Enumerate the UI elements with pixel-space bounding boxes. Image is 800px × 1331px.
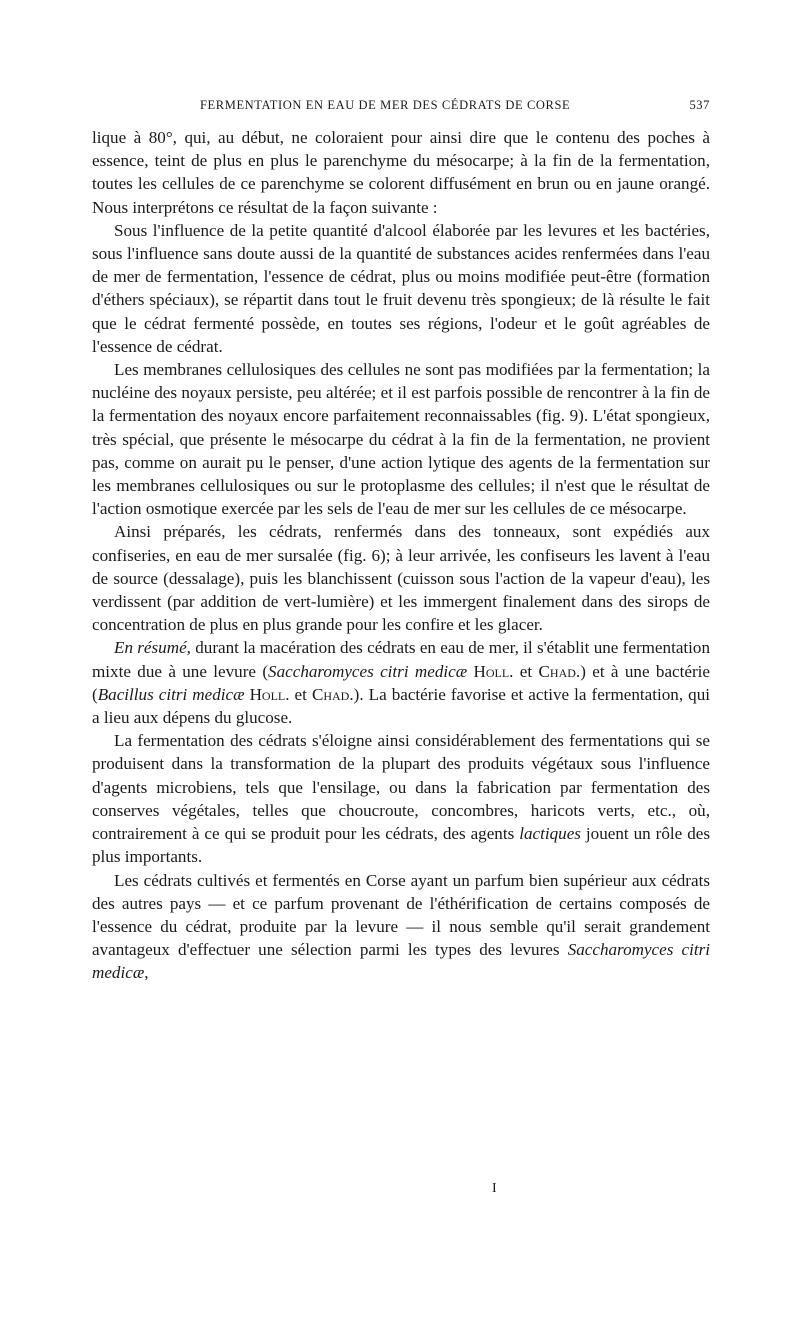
small-caps-run: Holl.: [473, 661, 514, 681]
text-run: Les membranes cellulosiques des cellules ne sont pas modifiées par la fermentation; la nucléine des noyaux persiste, peu altérée; et il est parfois possible de rencontrer à la fin de la fermentation des noyaux encore parfaitement reconnaissables (fig. 9). L'état spongieux, très spécial, que présente le mésocarpe du cédrat à la fin de la fermentation, ne provient pas, comme on aurait pu le penser, d'une action lytique des agents de la fermentation sur les membranes cellulosiques ou sur le protoplasme des cellules; il n'est que le résultat de l'action osmotique exercée par les sels de l'eau de mer sur les cellules de ce mésocarpe.: [92, 360, 710, 519]
page-number: 537: [689, 98, 710, 112]
italic-run: lactiques: [519, 824, 581, 844]
paragraph: [92, 729, 710, 868]
italic-run: Saccharomyces citri medicæ: [92, 940, 711, 983]
text-run: ). La bactérie favorise et active la fermentation, qui a lieu aux dépens du glucose.: [92, 684, 710, 728]
text-run: ) et à une bactérie (: [92, 661, 710, 704]
paragraph: [92, 869, 710, 985]
text-run: et: [289, 684, 312, 704]
italic-run: En résumé: [114, 638, 187, 658]
small-caps-run: Chad.: [538, 661, 581, 681]
paragraph: [92, 126, 710, 219]
small-caps-run: Holl.: [249, 684, 290, 704]
text-run: ,: [144, 963, 149, 983]
text-run: , durant la macération des cédrats en eau de mer, il s'établit une fermentation mixte due à une levure (: [92, 638, 710, 681]
text-run: et: [513, 661, 539, 681]
text-run: lique à 80°, qui, au début, ne coloraient pour ainsi dire que le contenu des poches à essence, teint de plus en plus le parenchyme du mésocarpe; à la fin de la fermentation, toutes les cellules de ce parenchyme se colorent diffusément en brun ou en jaune orangé. Nous interprétons ce résultat de la façon suivante :: [92, 128, 710, 217]
text-run: jouent un rôle des plus importants.: [92, 824, 710, 867]
italic-run: Saccharomyces citri medicæ: [268, 661, 468, 681]
paragraph: [92, 219, 710, 358]
body-text: [92, 126, 710, 985]
italic-run: Bacillus citri medicæ: [97, 684, 245, 704]
running-title: FERMENTATION EN EAU DE MER DES CÉDRATS DE CORSE: [200, 98, 571, 112]
text-run: Ainsi préparés, les cédrats, renfermés dans des tonneaux, sont expédiés aux confiseries, en eau de mer sursalée (fig. 6); à leur arrivée, les confiseurs les lavent à l'eau de source (dessalage), puis les blanchissent (cuisson sous l'action de la vapeur d'eau), les verdissent (par addition de vert-lumière) et les immergent finalement dans des sirops de concentration de plus en plus grande pour les confire et les glacer.: [92, 522, 710, 635]
running-head: [92, 94, 710, 120]
paragraph: [92, 520, 710, 636]
text-run: Les cédrats cultivés et fermentés en Corse ayant un parfum bien supérieur aux cédrats des autres pays — et ce parfum provenant de l'éthérification de certains composés de l'essence du cédrat, produite par la levure — il nous semble qu'il serait grandement avantageux d'effectuer une sélection parmi les types des levures: [92, 870, 710, 960]
text-run: La fermentation des cédrats s'éloigne ainsi considérablement des fermentations qui se produisent dans la transformation de la plupart des produits végétaux sous l'influence d'agents microbiens, tels que l'ensilage, ou dans la fabrication par fermentation des conserves végétales, telles que choucroute, concombres, haricots verts, etc., où, contrairement à ce qui se produit pour les cédrats, des agents: [92, 731, 710, 844]
small-caps-run: Chad.: [311, 684, 354, 704]
signature-mark: I: [492, 1181, 497, 1196]
page: [92, 94, 710, 985]
paragraph: [92, 636, 710, 729]
paragraph: [92, 358, 710, 520]
text-run: Sous l'influence de la petite quantité d'alcool élaborée par les levures et les bactéries, sous l'influence sans doute aussi de la quantité de substances acides renfermées dans l'eau de mer de fermentation, l'essence de cédrat, plus ou moins modifiée peut-être (formation d'éthers spéciaux), se répartit dans tout le fruit devenu très spongieux; de là résulte le fait que le cédrat fermenté possède, en toutes ses régions, l'odeur et le goût agréables de l'essence de cédrat.: [92, 220, 710, 356]
